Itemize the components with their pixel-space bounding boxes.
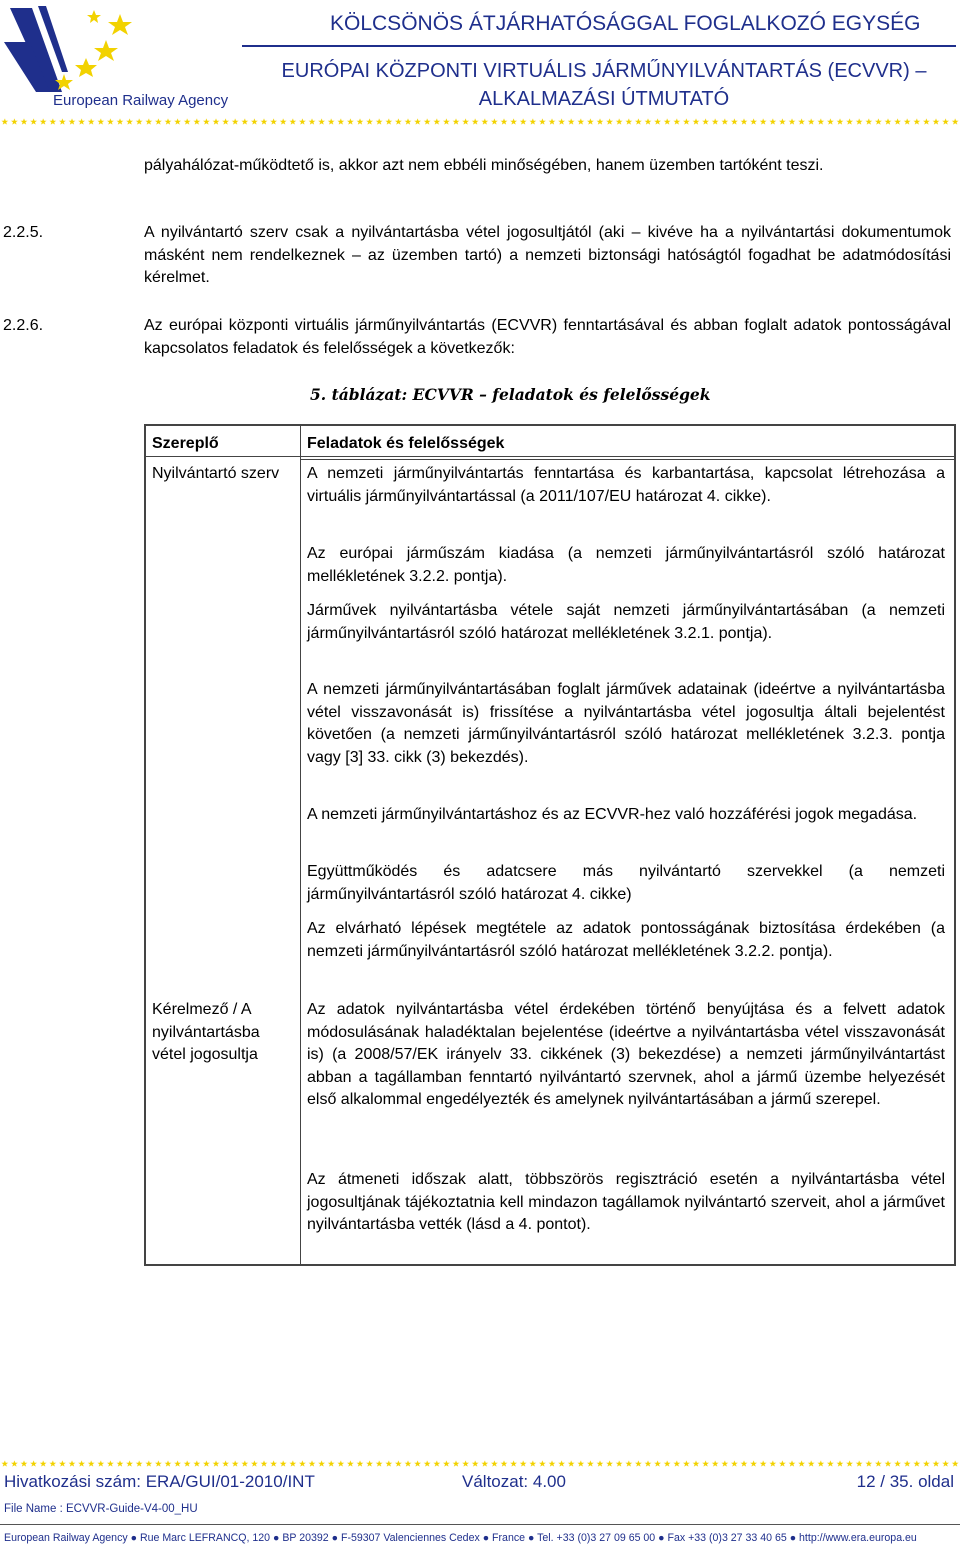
- task-2-2: Az átmeneti időszak alatt, többszörös regisztráció esetén a nyilvántartásba vétel jogosultjának tájékoztatnia kell mindazon tagállamok nyilvántartó szerveit, ahol a járművet nyilvántartásba vették (lásd a 4. pontot).: [307, 1171, 945, 1234]
- unit-title: KÖLCSÖNÖS ÁTJÁRHATÓSÁGGAL FOGLALKOZÓ EGYSÉG: [330, 12, 921, 35]
- header-rule: [242, 45, 956, 47]
- column-header-actor: Szereplő: [152, 435, 219, 452]
- actor-keeper: Kérelmező / A nyilvántartásba vétel jogosultja: [152, 1001, 260, 1064]
- header-star-line: [0, 118, 960, 125]
- task-1-2: Az európai járműszám kiadása (a nemzeti járműnyilvántartásról szóló határozat mellékletének 3.2.2. pontja).: [307, 545, 945, 585]
- document-title: EURÓPAI KÖZPONTI VIRTUÁLIS JÁRMŰNYILVÁNTARTÁS (ECVVR) – ALKALMAZÁSI ÚTMUTATÓ: [281, 60, 927, 110]
- task-1-5: A nemzeti járműnyilvántartáshoz és az ECVVR-hez való hozzáférési jogok megadása.: [307, 806, 918, 823]
- agency-address: European Railway Agency ● Rue Marc LEFRANCQ, 120 ● BP 20392 ● F-59307 Valenciennes Cedex ● France ● Tel. +33 (0)3 27 09 65 00 ● Fax +33 (0)3 27 33 40 65 ● http://www.era.europa.eu: [4, 1532, 917, 1544]
- document-reference: Hivatkozási szám: ERA/GUI/01-2010/INT: [4, 1472, 315, 1491]
- header-divider: [146, 456, 954, 457]
- header-divider-double: [300, 459, 954, 460]
- section-226-text: Az európai központi virtuális járműnyilvántartás (ECVVR) fenntartásával és abban foglalt adatok pontosságával kapcsolatos feladatok és felelősségek a következők:: [144, 317, 951, 357]
- task-1-3: Járművek nyilvántartásba vétele saját nemzeti járműnyilvántartásában (a nemzeti járműnyilvántartásról szóló határozat mellékletének 3.2.1. pontja).: [307, 602, 945, 642]
- continuation-paragraph: pályahálózat-működtető is, akkor azt nem ebbéli minőségében, hanem üzemben tartóként teszi.: [144, 157, 824, 174]
- column-divider: [300, 426, 301, 1264]
- actor-registration-entity: Nyilvántartó szerv: [152, 465, 280, 482]
- page-header: [0, 0, 960, 128]
- era-logo: [2, 2, 242, 112]
- star-line-icon: [0, 1460, 960, 1467]
- section-225-text: A nyilvántartó szerv csak a nyilvántartásba vétel jogosultjától (aki – kivéve ha a nyilvántartási dokumentumok másként nem rendelkeznek – az üzemben tartó) a nemzeti biztonsági hatóságtól fogadhat be adatmódosítási kérelmet.: [144, 224, 951, 287]
- task-1-1: A nemzeti járműnyilvántartás fenntartása és karbantartása, kapcsolat létrehozása a virtuális járműnyilvántartással (a 2011/107/EU határozat 4. cikke).: [307, 465, 945, 505]
- star-line-icon: [0, 118, 960, 125]
- address-rule: [0, 1524, 960, 1525]
- column-header-tasks: Feladatok és felelősségek: [307, 435, 505, 452]
- agency-name: European Railway Agency: [53, 92, 229, 109]
- task-1-6: Együttműködés és adatcsere más nyilvántartó szervekkel (a nemzeti járműnyilvántartásról szóló határozat 4. cikke): [307, 863, 945, 903]
- task-1-4: A nemzeti járműnyilvántartásában foglalt járművek adatainak (ideértve a nyilvántartásba vétel visszavonását is) frissítése a nyilvántartásba vétel jogosultja általi bejelentést követően (a nemzeti járműnyilvántartásról szóló határozat mellékletének 3.2.3. pontja vagy [3] 33. cikk (3) bekezdés).: [307, 681, 945, 766]
- page-number: 12 / 35. oldal: [856, 1472, 954, 1491]
- file-name: File Name : ECVVR-Guide-V4-00_HU: [4, 1503, 198, 1515]
- footer-star-line: [0, 1460, 960, 1467]
- section-number-225: 2.2.5.: [3, 224, 44, 241]
- task-2-1: Az adatok nyilvántartásba vétel érdekében történő benyújtása és a felvett adatok módosulásának haladéktalan bejelentése (ideértve a nyilvántartásba vétel visszavonását is) (a 2008/57/EK irányelv 33. cikkének (3) bekezdése) a nemzeti járműnyilvántartást abban a tagállamban fenntartó nyilvántartó szervnek, ahol a jármű üzembe helyezését első alkalommal engedélyezték és amelynek nyilvántartásában a jármű szerepel.: [307, 1001, 945, 1109]
- section-number-226: 2.2.6.: [3, 317, 44, 334]
- table-caption: 5. táblázat: ECVVR – feladatok és felelősségek: [310, 385, 711, 404]
- document-version: Változat: 4.00: [462, 1472, 566, 1491]
- task-1-7: Az elvárható lépések megtétele az adatok pontosságának biztosítása érdekében (a nemzeti járműnyilvántartásról szóló határozat mellékletének 3.2.2. pontja).: [307, 920, 945, 960]
